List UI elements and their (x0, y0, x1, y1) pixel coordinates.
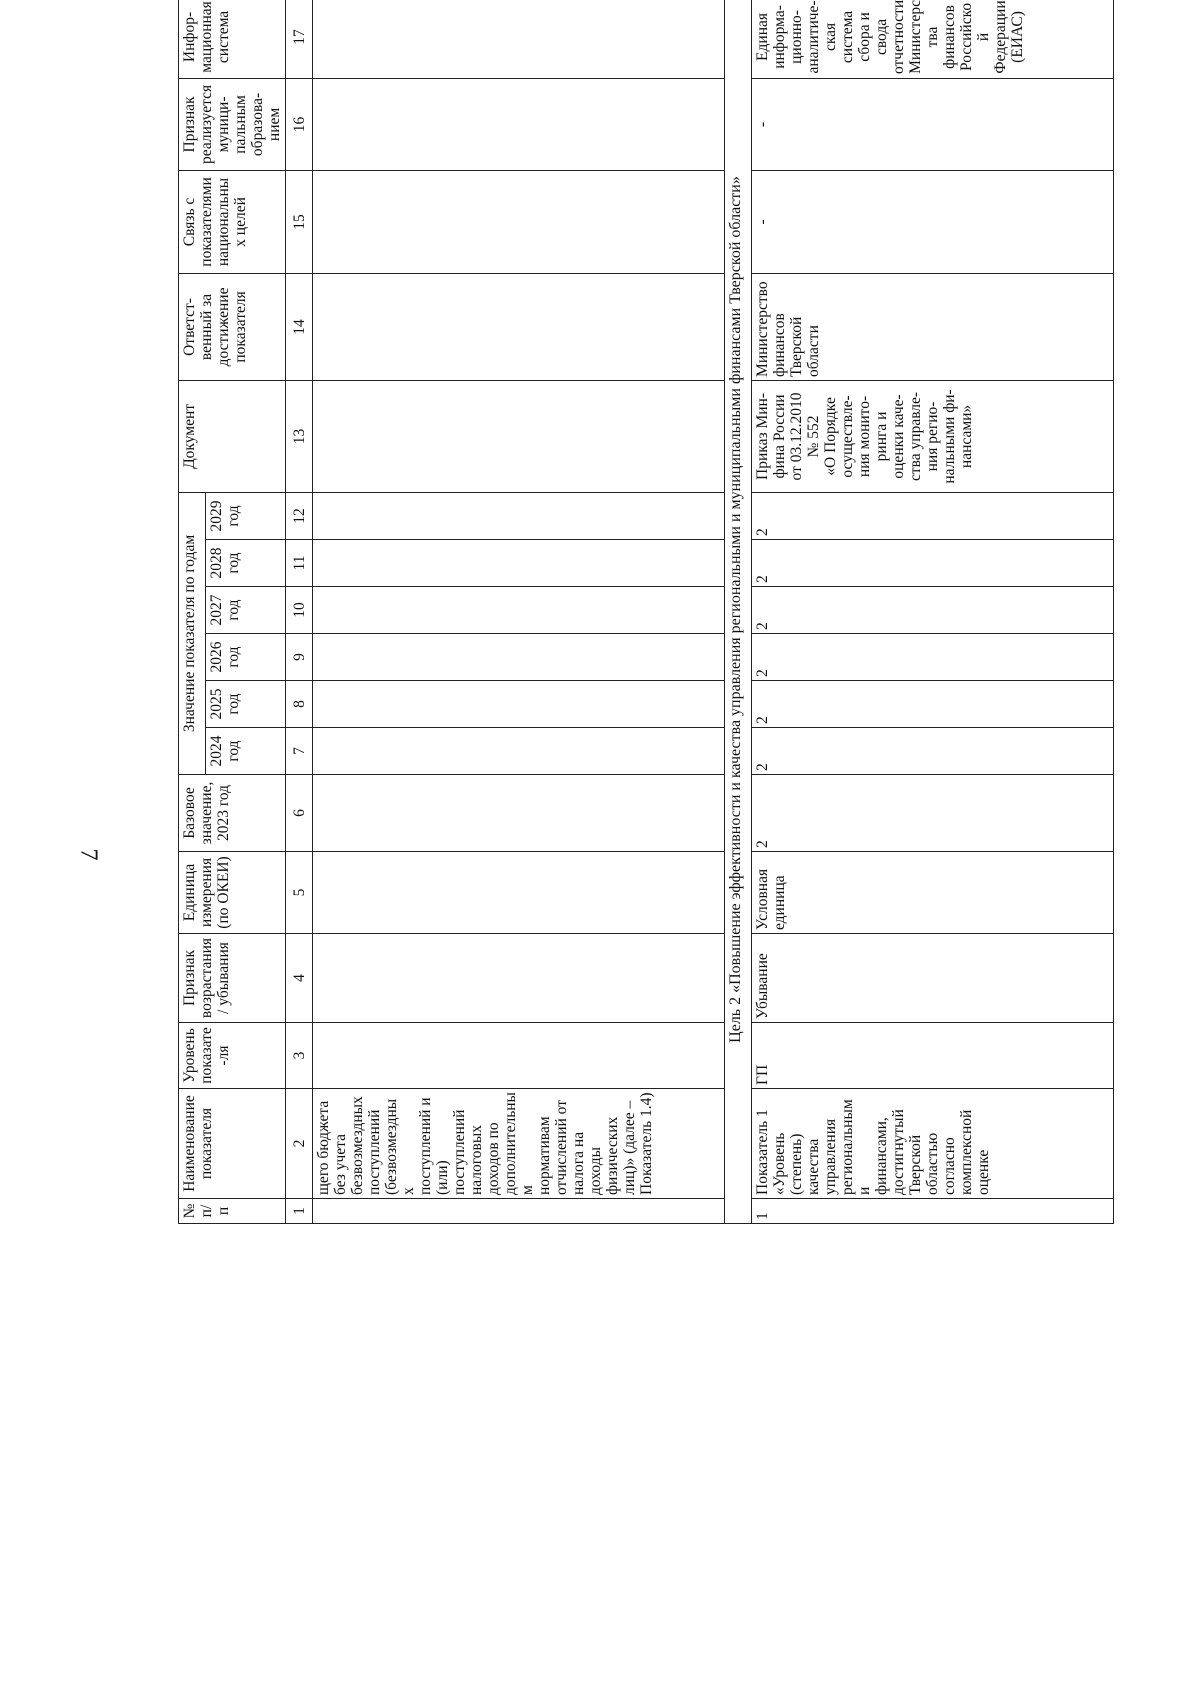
indicator-num: 1 (752, 1199, 1114, 1224)
indicator-value-2027: 2 (752, 587, 1114, 634)
indicator-document: Приказ Мин- фина России от 03.12.2010 № 552 «О Порядке осуществле- ния монито- ринга и оценки каче- ства управле- ния регио- нальными фи- нансами» (752, 380, 1114, 492)
indicators-table (178, 0, 1114, 1224)
header-municipal: Признак реализуется муници-пальным образова-нием (179, 78, 286, 170)
indicator-value-2025: 2 (752, 681, 1114, 728)
column-number: 15 (286, 170, 313, 273)
header-year: 2027 год (206, 587, 286, 634)
column-number: 14 (286, 273, 313, 380)
continued-indicator-row (313, 0, 725, 1224)
header-name: Наименование показателя (179, 1089, 286, 1199)
header-national-link: Связь с показателями национальных целей (179, 170, 286, 273)
column-number: 17 (286, 0, 313, 78)
header-responsible: Ответст-венный за достижение показателя (179, 273, 286, 380)
column-number: 8 (286, 681, 313, 728)
column-number: 16 (286, 78, 313, 170)
column-number: 9 (286, 634, 313, 681)
column-number: 10 (286, 587, 313, 634)
column-number: 1 (286, 1199, 313, 1224)
page-number: 7 (75, 848, 102, 861)
header-year: 2029 год (206, 492, 286, 539)
indicator-name: Показатель 1 «Уровень (степень) качества управления региональными финансами, достигнутый Тверской областью согласно комплексной оценке (752, 1089, 1114, 1199)
indicator-unit: Условная единица (752, 852, 1114, 934)
header-info-system: Инфор-мационная система (179, 0, 286, 78)
indicator-row (752, 0, 1114, 1224)
column-number: 6 (286, 775, 313, 852)
indicator-value-2028: 2 (752, 540, 1114, 587)
column-number: 3 (286, 1023, 313, 1089)
header-unit: Единица измерения (по ОКЕИ) (179, 852, 286, 934)
header-num: № п/п (179, 1199, 286, 1224)
column-number-row (286, 0, 313, 1224)
header-year: 2024 год (206, 728, 286, 775)
header-year: 2025 год (206, 681, 286, 728)
header-trend: Признак возрастания/ убывания (179, 934, 286, 1023)
column-number: 4 (286, 934, 313, 1023)
indicator-value-2029: 2 (752, 492, 1114, 539)
indicator-responsible: Министерство финансов Тверской области (752, 273, 1114, 380)
indicator-value-2026: 2 (752, 634, 1114, 681)
indicator-national-link: - (752, 170, 1114, 273)
header-year: 2028 год (206, 540, 286, 587)
indicator-level: ГП (752, 1023, 1114, 1089)
continued-indicator-name: щего бюджета без учета безвозмездных поступлений (безвозмездных поступлений и (или) поступлений налоговых доходов по дополнительным нормативам отчислений от налога на доходы физических лиц)» (далее – Показатель 1.4) (313, 1089, 725, 1199)
column-number: 5 (286, 852, 313, 934)
header-row-1 (179, 0, 206, 1224)
column-number: 11 (286, 540, 313, 587)
column-number: 2 (286, 1089, 313, 1199)
header-base: Базовое значение, 2023 год (179, 775, 286, 852)
column-number: 7 (286, 728, 313, 775)
rotated-table-page (178, 0, 1026, 1224)
indicator-trend: Убывание (752, 934, 1114, 1023)
indicator-value-2024: 2 (752, 728, 1114, 775)
indicator-municipal: - (752, 78, 1114, 170)
goal-title: Цель 2 «Повышение эффективности и качества управления региональными и муниципальными финансами Тверской области» (725, 0, 752, 1224)
indicator-info-system: Единая информа- ционно- аналитиче- ская система сбора и свода отчетности Министерства финансов Российской Федерации (ЕИАС) (752, 0, 1114, 78)
goal-row (725, 0, 752, 1224)
column-number: 13 (286, 380, 313, 492)
header-values-group: Значение показателя по годам (179, 492, 206, 774)
header-year: 2026 год (206, 634, 286, 681)
indicator-base-value: 2 (752, 775, 1114, 852)
header-level: Уровень показате-ля (179, 1023, 286, 1089)
header-document: Документ (179, 380, 286, 492)
column-number: 12 (286, 492, 313, 539)
